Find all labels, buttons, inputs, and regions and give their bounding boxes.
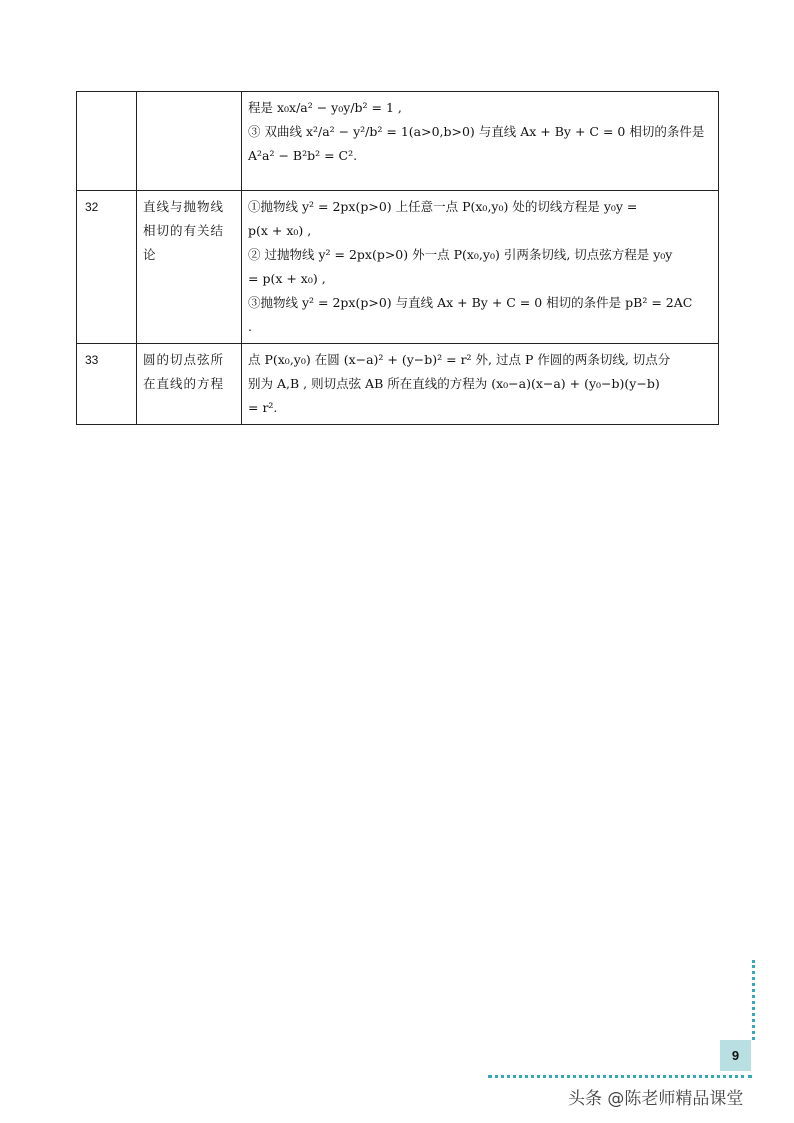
watermark-text: 头条 @陈老师精品课堂	[568, 1089, 744, 1109]
content-line: = p(x + x₀) ,	[248, 271, 326, 286]
page-number: 9	[720, 1040, 751, 1071]
content-line: ①抛物线 y² = 2px(p>0) 上任意一点 P(x₀,y₀) 处的切线方程是 y₀y =	[248, 199, 638, 214]
row-number: 32	[77, 191, 137, 344]
row-number	[77, 92, 137, 191]
row-number: 33	[77, 344, 137, 425]
row-topic: 圆的切点弦所在直线的方程	[137, 344, 242, 425]
content-line: p(x + x₀) ,	[248, 223, 312, 238]
row-content	[242, 92, 719, 191]
table-row	[77, 344, 719, 425]
row-topic: 直线与抛物线相切的有关结论	[137, 191, 242, 344]
content-line: 程是 x₀x/a² − y₀y/b² = 1 ,	[248, 100, 402, 115]
content-line: ③ 双曲线 x²/a² − y²/b² = 1(a>0,b>0) 与直线 Ax + By + C = 0 相切的条件是	[248, 124, 705, 139]
content-line: 别为 A,B , 则切点弦 AB 所在直线的方程为 (x₀−a)(x−a) + (y₀−b)(y−b)	[248, 376, 660, 391]
content-line: 点 P(x₀,y₀) 在圆 (x−a)² + (y−b)² = r² 外, 过点 P 作圆的两条切线, 切点分	[248, 352, 671, 367]
content-line: ② 过抛物线 y² = 2px(p>0) 外一点 P(x₀,y₀) 引两条切线, 切点弦方程是 y₀y	[248, 247, 673, 262]
table-row	[77, 92, 719, 191]
decorative-dotted-line	[488, 1075, 752, 1078]
content-line: .	[248, 319, 252, 334]
content-line: A²a² − B²b² = C².	[248, 148, 358, 163]
row-content	[242, 344, 719, 425]
content-line: ③抛物线 y² = 2px(p>0) 与直线 Ax + By + C = 0 相切的条件是 pB² = 2AC	[248, 295, 693, 310]
row-content	[242, 191, 719, 344]
row-topic	[137, 92, 242, 191]
decorative-dotted-line	[752, 960, 755, 1040]
formula-table	[76, 91, 719, 425]
table-row	[77, 191, 719, 344]
content-line: = r².	[248, 400, 278, 415]
